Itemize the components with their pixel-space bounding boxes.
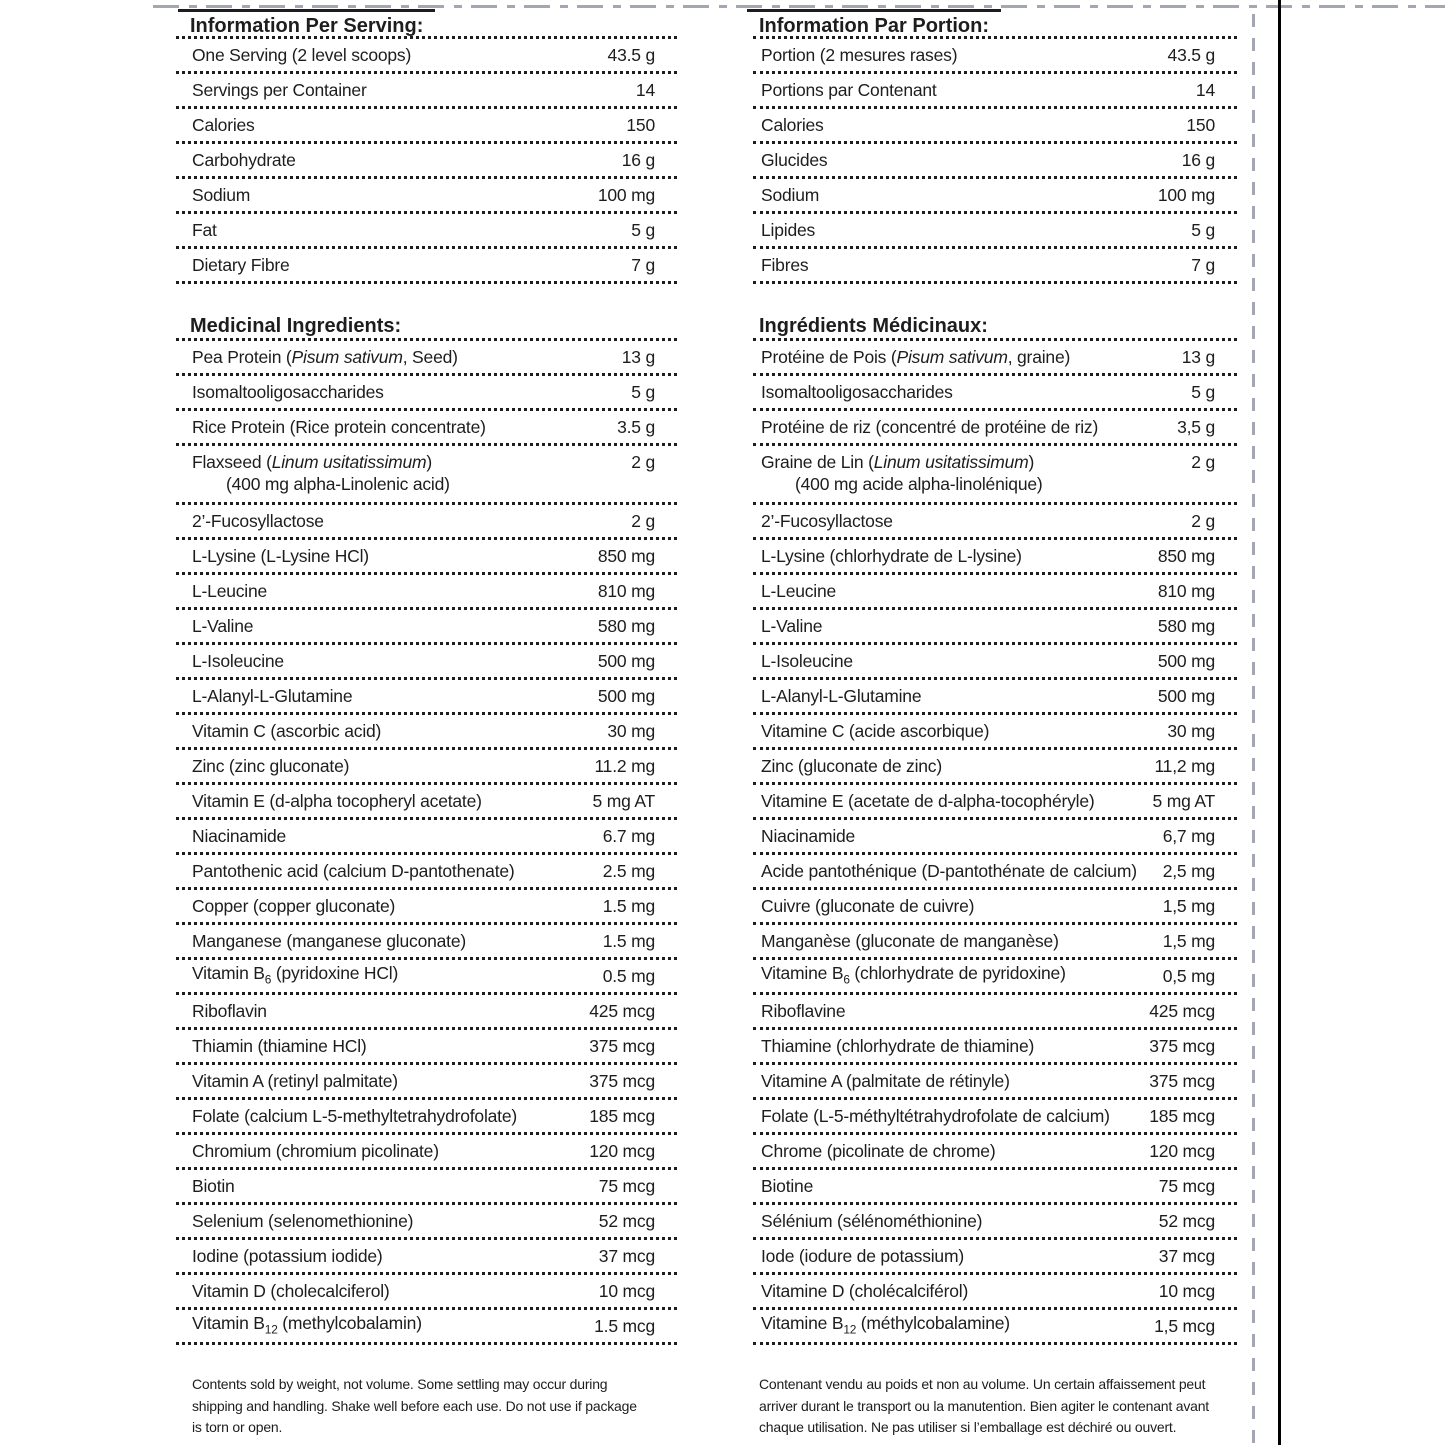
row-label: One Serving (2 level scoops) bbox=[192, 45, 412, 65]
row-value: 5 g bbox=[631, 220, 655, 240]
row-label: Vitamine $B_{12}$ (méthylcobalamine) bbox=[761, 1312, 1010, 1337]
row-value: 375 mcg bbox=[1149, 1036, 1215, 1056]
row-value: 13 g bbox=[621, 347, 655, 367]
table-row bbox=[753, 995, 1237, 1030]
row-label: Sélénium (sélénométhionine) bbox=[761, 1211, 983, 1231]
row-label: L-Alanyl-L-Glutamine bbox=[761, 686, 922, 706]
table-row bbox=[753, 1065, 1237, 1100]
table-row bbox=[176, 411, 677, 446]
row-label: Vitamin $B_{12}$ (methylcobalamin) bbox=[192, 1312, 422, 1337]
row-label: Zinc (zinc gluconate) bbox=[192, 756, 350, 776]
table-row bbox=[753, 1310, 1237, 1345]
row-label: Vitamin A (retinyl palmitate) bbox=[192, 1071, 398, 1091]
table-row bbox=[753, 925, 1237, 960]
row-value: 75 mcg bbox=[598, 1176, 655, 1196]
row-value: 14 bbox=[635, 80, 655, 100]
row-label: 2’-Fucosyllactose bbox=[761, 511, 893, 531]
row-value: 1,5 mg bbox=[1162, 896, 1215, 916]
table-row bbox=[753, 540, 1237, 575]
row-label: Portions par Contenant bbox=[761, 80, 937, 100]
row-value: 3,5 g bbox=[1177, 417, 1215, 437]
row-value: 375 mcg bbox=[589, 1071, 655, 1091]
table-row bbox=[176, 680, 677, 715]
row-value: 11,2 mg bbox=[1154, 756, 1215, 776]
table-row bbox=[176, 1030, 677, 1065]
row-value: 150 bbox=[1186, 115, 1215, 135]
row-value: 52 mcg bbox=[598, 1211, 655, 1231]
row-label: Folate (L-5-méthyltétrahydrofolate de calcium) bbox=[761, 1106, 1110, 1126]
table-row bbox=[753, 1100, 1237, 1135]
row-value: 580 mg bbox=[597, 616, 655, 636]
table-row bbox=[753, 890, 1237, 925]
row-value: 2 g bbox=[631, 452, 655, 472]
footnote-line: Contents sold by weight, not volume. Some settling may occur during bbox=[192, 1376, 608, 1392]
row-label: L-Lysine (chlorhydrate de L-lysine) bbox=[761, 546, 1022, 566]
table-row bbox=[753, 715, 1237, 750]
row-value: 7 g bbox=[631, 255, 655, 275]
table-row bbox=[753, 1205, 1237, 1240]
row-label: Vitamine E (acetate de d-alpha-tocophéryle) bbox=[761, 791, 1095, 811]
row-label: L-Lysine (L-Lysine HCl) bbox=[192, 546, 369, 566]
row-value: 185 mcg bbox=[1149, 1106, 1215, 1126]
table-row bbox=[753, 39, 1237, 74]
row-label: Chrome (picolinate de chrome) bbox=[761, 1141, 996, 1161]
row-label: Iodine (potassium iodide) bbox=[192, 1246, 383, 1266]
table-row bbox=[176, 1240, 677, 1275]
table-row bbox=[176, 855, 677, 890]
row-label: Sodium bbox=[192, 185, 251, 205]
table-row bbox=[753, 1275, 1237, 1310]
row-label: Manganèse (gluconate de manganèse) bbox=[761, 931, 1059, 951]
table-row bbox=[753, 1135, 1237, 1170]
row-label: Fibres bbox=[761, 255, 809, 275]
table-row bbox=[176, 995, 677, 1030]
row-label: L-Valine bbox=[761, 616, 823, 636]
row-label: Pantothenic acid (calcium D-pantothenate) bbox=[192, 861, 515, 881]
table-row bbox=[176, 925, 677, 960]
section-title-medicinal-fr: Ingrédients Médicinaux: bbox=[753, 305, 1237, 341]
table-row bbox=[753, 610, 1237, 645]
row-label: Chromium (chromium picolinate) bbox=[192, 1141, 439, 1161]
table-row bbox=[753, 575, 1237, 610]
row-label: Protéine de Pois (Pisum sativum, graine) bbox=[761, 347, 1071, 367]
footnote-line: shipping and handling. Shake well before each use. Do not use if package bbox=[192, 1397, 637, 1414]
row-label: Portion (2 mesures rases) bbox=[761, 45, 958, 65]
row-value: 10 mcg bbox=[1158, 1281, 1215, 1301]
row-value: 425 mcg bbox=[589, 1001, 655, 1021]
row-value: 2 g bbox=[1191, 452, 1215, 472]
panel-edge-rule bbox=[1278, 0, 1281, 1445]
table-row bbox=[176, 179, 677, 214]
table-row bbox=[176, 890, 677, 925]
row-value: 43.5 g bbox=[607, 45, 655, 65]
row-value: 5 g bbox=[1191, 220, 1215, 240]
row-value: 850 mg bbox=[597, 546, 655, 566]
table-row bbox=[753, 855, 1237, 890]
medicinal-table-en bbox=[176, 341, 677, 1345]
row-value: 1.5 mg bbox=[602, 931, 655, 951]
row-value: 5 mg AT bbox=[592, 791, 655, 811]
row-label: Iode (iodure de potassium) bbox=[761, 1246, 964, 1266]
row-label: L-Leucine bbox=[192, 581, 268, 601]
table-row bbox=[753, 960, 1237, 995]
row-value: 7 g bbox=[1191, 255, 1215, 275]
table-row bbox=[176, 785, 677, 820]
row-label: Flaxseed (Linum usitatissimum) (400 mg alpha-Linolenic acid) bbox=[192, 452, 450, 494]
row-label: Vitamin C (ascorbic acid) bbox=[192, 721, 382, 741]
serving-table-en bbox=[176, 39, 677, 284]
row-value: 500 mg bbox=[1157, 686, 1215, 706]
table-row bbox=[176, 214, 677, 249]
row-label: Biotin bbox=[192, 1176, 235, 1196]
row-value: 10 mcg bbox=[598, 1281, 655, 1301]
row-label: Vitamin E (d-alpha tocopheryl acetate) bbox=[192, 791, 482, 811]
row-value: 100 mg bbox=[597, 185, 655, 205]
table-row bbox=[753, 1030, 1237, 1065]
row-label: L-Alanyl-L-Glutamine bbox=[192, 686, 353, 706]
row-label: Thiamin (thiamine HCl) bbox=[192, 1036, 367, 1056]
row-value: 52 mcg bbox=[1158, 1211, 1215, 1231]
table-row bbox=[176, 376, 677, 411]
row-label: Carbohydrate bbox=[192, 150, 296, 170]
row-label: Lipides bbox=[761, 220, 816, 240]
table-row bbox=[176, 1205, 677, 1240]
table-row bbox=[753, 750, 1237, 785]
row-value: 500 mg bbox=[597, 651, 655, 671]
row-value: 150 bbox=[626, 115, 655, 135]
table-row bbox=[753, 376, 1237, 411]
footnote-line: Contenant vendu au poids et non au volume. Un certain affaissement peut bbox=[759, 1376, 1206, 1392]
table-row bbox=[176, 1170, 677, 1205]
table-row bbox=[753, 214, 1237, 249]
footnote-line: is torn or open. bbox=[192, 1419, 283, 1435]
row-label: Sodium bbox=[761, 185, 820, 205]
row-value: 16 g bbox=[621, 150, 655, 170]
table-row bbox=[176, 74, 677, 109]
row-value: 30 mg bbox=[1167, 721, 1215, 741]
table-row bbox=[753, 341, 1237, 376]
table-row bbox=[176, 505, 677, 540]
row-label: Riboflavin bbox=[192, 1001, 267, 1021]
table-row bbox=[176, 960, 677, 995]
table-row bbox=[753, 144, 1237, 179]
row-label: Isomaltooligosaccharides bbox=[761, 382, 953, 402]
row-value: 425 mcg bbox=[1149, 1001, 1215, 1021]
row-label: Vitamin $B_6$ (pyridoxine HCl) bbox=[192, 962, 399, 987]
row-label: Rice Protein (Rice protein concentrate) bbox=[192, 417, 486, 437]
table-row bbox=[176, 575, 677, 610]
row-value: 120 mcg bbox=[589, 1141, 655, 1161]
row-label: Biotine bbox=[761, 1176, 814, 1196]
row-value: 500 mg bbox=[597, 686, 655, 706]
row-value: 6,7 mg bbox=[1162, 826, 1215, 846]
row-label: Folate (calcium L-5-methyltetrahydrofolate) bbox=[192, 1106, 518, 1126]
row-label: Thiamine (chlorhydrate de thiamine) bbox=[761, 1036, 1035, 1056]
table-row bbox=[176, 1065, 677, 1100]
table-row bbox=[176, 249, 677, 284]
row-label-line2: (400 mg alpha-Linolenic acid) bbox=[226, 474, 450, 494]
row-value: 375 mcg bbox=[1149, 1071, 1215, 1091]
section-title-serving-fr: Information Par Portion: bbox=[753, 6, 1237, 39]
section-title-medicinal-en: Medicinal Ingredients: bbox=[176, 305, 677, 341]
table-row bbox=[753, 411, 1237, 446]
row-label: L-Isoleucine bbox=[192, 651, 284, 671]
row-label: Calories bbox=[761, 115, 824, 135]
row-value: 850 mg bbox=[1157, 546, 1215, 566]
row-label: 2’-Fucosyllactose bbox=[192, 511, 324, 531]
row-label: Riboflavine bbox=[761, 1001, 846, 1021]
footnote-line: arriver durant le transport ou la manutention. Bien agiter le contenant avant bbox=[759, 1397, 1209, 1414]
table-row bbox=[176, 446, 677, 505]
row-label: Vitamine D (cholécalciférol) bbox=[761, 1281, 969, 1301]
row-value: 5 g bbox=[631, 382, 655, 402]
row-label: Zinc (gluconate de zinc) bbox=[761, 756, 942, 776]
row-label: L-Valine bbox=[192, 616, 254, 636]
table-row bbox=[753, 74, 1237, 109]
table-row bbox=[176, 1100, 677, 1135]
row-value: 2.5 mg bbox=[602, 861, 655, 881]
table-row bbox=[176, 341, 677, 376]
row-label: Cuivre (gluconate de cuivre) bbox=[761, 896, 975, 916]
medicinal-table-fr bbox=[753, 341, 1237, 1345]
row-label: Vitamin D (cholecalciferol) bbox=[192, 1281, 390, 1301]
row-value: 6.7 mg bbox=[602, 826, 655, 846]
table-row bbox=[176, 39, 677, 74]
row-value: 5 mg AT bbox=[1152, 791, 1215, 811]
table-row bbox=[176, 750, 677, 785]
table-row bbox=[176, 1275, 677, 1310]
row-value: 185 mcg bbox=[589, 1106, 655, 1126]
row-label: Niacinamide bbox=[192, 826, 287, 846]
table-row bbox=[176, 109, 677, 144]
cutline-right bbox=[1252, 14, 1255, 1445]
row-label: L-Isoleucine bbox=[761, 651, 853, 671]
footnote-en bbox=[176, 1374, 677, 1439]
row-value: 120 mcg bbox=[1149, 1141, 1215, 1161]
table-row bbox=[176, 1310, 677, 1345]
row-value: 75 mcg bbox=[1158, 1176, 1215, 1196]
table-row bbox=[176, 645, 677, 680]
row-label: Niacinamide bbox=[761, 826, 856, 846]
table-row bbox=[753, 1170, 1237, 1205]
section-title-serving-en: Information Per Serving: bbox=[176, 6, 677, 39]
row-value: 43.5 g bbox=[1167, 45, 1215, 65]
row-label: Manganese (manganese gluconate) bbox=[192, 931, 466, 951]
table-row bbox=[753, 505, 1237, 540]
row-value: 37 mcg bbox=[598, 1246, 655, 1266]
row-label-line2: (400 mg acide alpha-linolénique) bbox=[795, 474, 1043, 494]
table-row bbox=[176, 715, 677, 750]
column-english bbox=[176, 6, 677, 1439]
row-label: Calories bbox=[192, 115, 255, 135]
table-row bbox=[753, 785, 1237, 820]
row-value: 375 mcg bbox=[589, 1036, 655, 1056]
row-value: 2 g bbox=[631, 511, 655, 531]
row-label: Vitamine A (palmitate de rétinyle) bbox=[761, 1071, 1010, 1091]
row-value: 1.5 mg bbox=[602, 896, 655, 916]
row-label: Dietary Fibre bbox=[192, 255, 290, 275]
row-label: Pea Protein (Pisum sativum, Seed) bbox=[192, 347, 458, 367]
table-row bbox=[753, 249, 1237, 284]
row-value: 5 g bbox=[1191, 382, 1215, 402]
row-value: 2 g bbox=[1191, 511, 1215, 531]
row-value: 16 g bbox=[1181, 150, 1215, 170]
row-label: Vitamine C (acide ascorbique) bbox=[761, 721, 990, 741]
row-label: Acide pantothénique (D-pantothénate de calcium) bbox=[761, 861, 1137, 881]
table-row bbox=[176, 610, 677, 645]
row-value: 37 mcg bbox=[1158, 1246, 1215, 1266]
serving-table-fr bbox=[753, 39, 1237, 284]
row-label: Selenium (selenomethionine) bbox=[192, 1211, 414, 1231]
row-value: 500 mg bbox=[1157, 651, 1215, 671]
row-label: L-Leucine bbox=[761, 581, 837, 601]
row-label: Fat bbox=[192, 220, 217, 240]
table-row bbox=[753, 680, 1237, 715]
row-value: 30 mg bbox=[607, 721, 655, 741]
row-value: 1,5 mg bbox=[1162, 931, 1215, 951]
column-french bbox=[753, 6, 1237, 1439]
table-row bbox=[176, 540, 677, 575]
row-value: 810 mg bbox=[1157, 581, 1215, 601]
row-value: 580 mg bbox=[1157, 616, 1215, 636]
row-value: 1,5 mcg bbox=[1154, 1316, 1215, 1336]
table-row bbox=[753, 820, 1237, 855]
table-row bbox=[753, 1240, 1237, 1275]
row-label: Isomaltooligosaccharides bbox=[192, 382, 384, 402]
table-row bbox=[753, 446, 1237, 505]
row-value: 0.5 mg bbox=[602, 966, 655, 986]
footnote-line: chaque utilisation. Ne pas utiliser si l’emballage est déchiré ou ouvert. bbox=[759, 1419, 1177, 1435]
row-value: 13 g bbox=[1181, 347, 1215, 367]
table-row bbox=[176, 1135, 677, 1170]
row-label: Glucides bbox=[761, 150, 828, 170]
table-row bbox=[753, 645, 1237, 680]
footnote-fr bbox=[753, 1374, 1237, 1439]
table-row bbox=[753, 109, 1237, 144]
table-row bbox=[176, 144, 677, 179]
table-row bbox=[753, 179, 1237, 214]
row-label: Copper (copper gluconate) bbox=[192, 896, 396, 916]
row-value: 14 bbox=[1195, 80, 1215, 100]
row-label: Graine de Lin (Linum usitatissimum) (400 mg acide alpha-linolénique) bbox=[761, 452, 1043, 494]
row-value: 0,5 mg bbox=[1162, 966, 1215, 986]
row-value: 1.5 mcg bbox=[594, 1316, 655, 1336]
row-label: Servings per Container bbox=[192, 80, 367, 100]
row-label: Protéine de riz (concentré de protéine de riz) bbox=[761, 417, 1099, 437]
row-value: 3.5 g bbox=[617, 417, 655, 437]
row-label: Vitamine $B_6$ (chlorhydrate de pyridoxine) bbox=[761, 962, 1066, 987]
table-row bbox=[176, 820, 677, 855]
row-value: 11.2 mg bbox=[594, 756, 655, 776]
row-value: 2,5 mg bbox=[1162, 861, 1215, 881]
row-value: 810 mg bbox=[597, 581, 655, 601]
row-value: 100 mg bbox=[1157, 185, 1215, 205]
